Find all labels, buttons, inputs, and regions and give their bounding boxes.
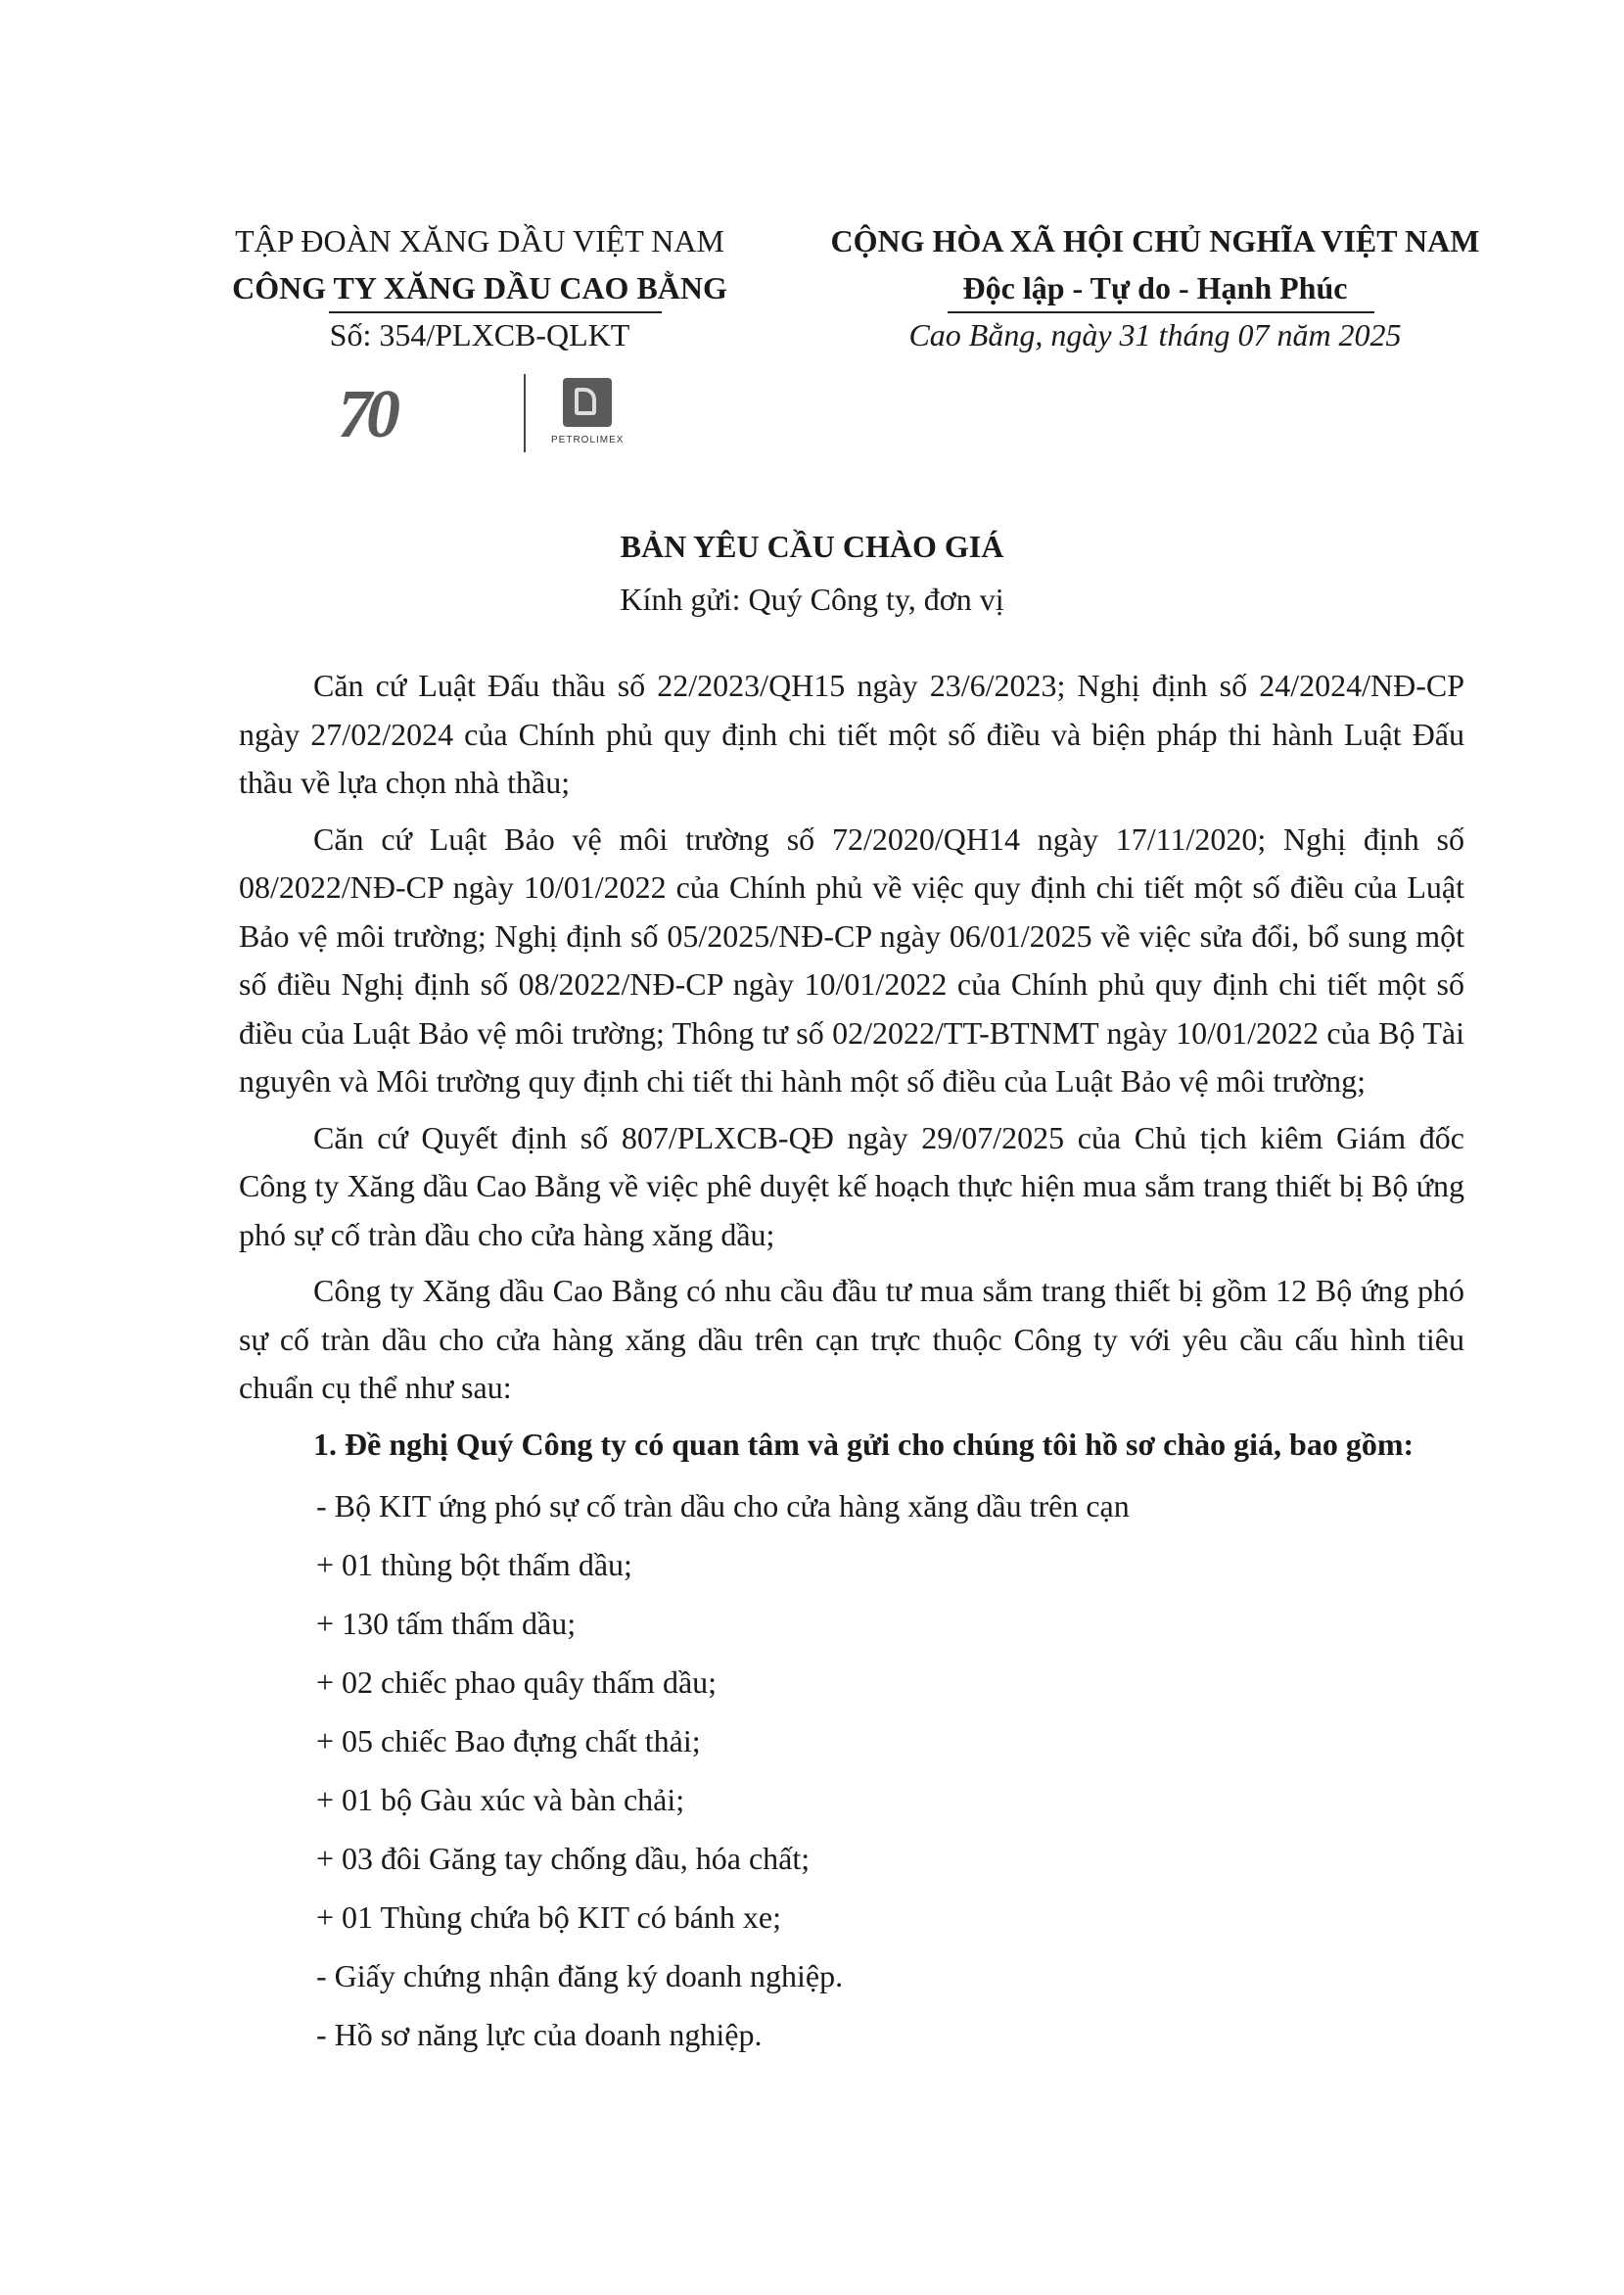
issuer-header [166,217,793,358]
company-name: CÔNG TY XĂNG DẦU CAO BẰNG [232,270,727,305]
company-logos [338,370,661,460]
list-item: - Bộ KIT ứng phó sự cố tràn dầu cho cửa hàng xăng dầu trên cạn [316,1488,1130,1523]
national-header [803,217,1508,358]
list-item: + 130 tấm thấm dầu; [316,1606,577,1641]
list-item: + 01 thùng bột thấm dầu; [316,1547,632,1582]
list-item: + 03 đôi Găng tay chống dầu, hóa chất; [316,1841,811,1876]
parent-org-name: TẬP ĐOÀN XĂNG DẦU VIỆT NAM [235,223,724,258]
issuer-underline [329,311,662,313]
document-number: Số: 354/PLXCB-QLKT [329,317,630,352]
motto-underline [948,311,1374,313]
petrolimex-wordmark: PETROLIMEX [551,435,625,445]
logo-separator [524,374,526,452]
place-date: Cao Bằng, ngày 31 tháng 07 năm 2025 [908,317,1402,352]
list-item: + 01 Thùng chứa bộ KIT có bánh xe; [316,1899,781,1935]
list-item: + 02 chiếc phao quây thấm dầu; [316,1664,718,1700]
country-name: CỘNG HÒA XÃ HỘI CHỦ NGHĨA VIỆT NAM [830,223,1480,258]
section-heading: 1. Đề nghị Quý Công ty có quan tâm và gửi cho chúng tôi hồ sơ chào giá, bao gồm: [313,1426,1415,1462]
list-item: + 01 bộ Gàu xúc và bàn chải; [316,1782,685,1817]
anniversary-logo: 70 [338,377,394,452]
petrolimex-mark-icon [575,388,596,415]
list-item: + 05 chiếc Bao đựng chất thải; [316,1723,701,1758]
greeting-line: Kính gửi: Quý Công ty, đơn vị [620,582,1004,617]
requirement-paragraph: Công ty Xăng dầu Cao Bằng có nhu cầu đầu tư mua sắm trang thiết bị gồm 12 Bộ ứng phó sự cố tràn dầu cho cửa hàng xăng dầu trên cạn trực thuộc Công ty với yêu cầu cấu hình tiêu chuẩn cụ thể như sau: [239,1273,1464,1405]
list-item: - Hồ sơ năng lực của doanh nghiệp. [316,2017,763,2052]
list-item: - Giấy chứng nhận đăng ký doanh nghiệp. [316,1958,844,1993]
petrolimex-logo [563,378,612,427]
document-body [239,662,1464,2064]
legal-basis-paragraph: Căn cứ Quyết định số 807/PLXCB-QĐ ngày 29/07/2025 của Chủ tịch kiêm Giám đốc Công ty Xăng dầu Cao Bằng về việc phê duyệt kế hoạch thực hiện mua sắm trang thiết bị Bộ ứng phó sự cố tràn dầu cho cửa hàng xăng dầu; [239,1119,1464,1252]
legal-basis-paragraph: Căn cứ Luật Đấu thầu số 22/2023/QH15 ngày 23/6/2023; Nghị định số 24/2024/NĐ-CP ngày 27/02/2024 của Chính phủ quy định chi tiết một số điều và biện pháp thi hành Luật Đấu thầu về lựa chọn nhà thầu; [239,668,1464,800]
document-title: BẢN YÊU CẦU CHÀO GIÁ [620,529,1004,564]
national-motto: Độc lập - Tự do - Hạnh Phúc [962,270,1348,305]
legal-basis-paragraph: Căn cứ Luật Bảo vệ môi trường số 72/2020/QH14 ngày 17/11/2020; Nghị định số 08/2022/NĐ-CP ngày 10/01/2022 của Chính phủ về việc quy định chi tiết một số điều của Luật Bảo vệ môi trường; Nghị định số 05/2025/NĐ-CP ngày 06/01/2025 về việc sửa đổi, bổ sung một số điều Nghị định số 08/2022/NĐ-CP ngày 10/01/2022 của Chính phủ quy định chi tiết một số điều của Luật Bảo vệ môi trường; Thông tư số 02/2022/TT-BTNMT ngày 10/01/2022 của Bộ Tài nguyên và Môi trường quy định chi tiết thi hành một số điều của Luật Bảo vệ môi trường; [239,820,1464,1099]
